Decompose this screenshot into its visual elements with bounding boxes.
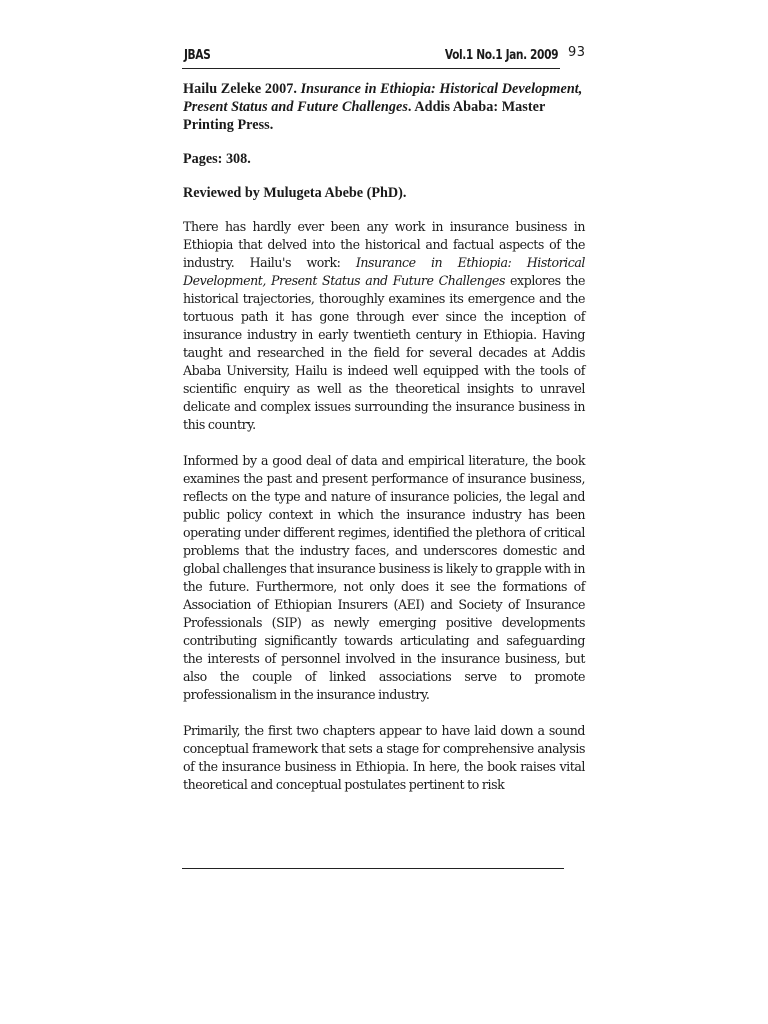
paragraph-2: Informed by a good deal of data and empirical literature, the book examines the past and present performance of insurance business, reflects on the type and nature of insurance policies, the legal and public policy context in which the insurance industry has been operating under different regimes, identified the plethora of critical problems that the industry faces, and underscores domestic and global challenges that insurance business is likely to grapple with in the future. Furthermore, not only does it see the formations of Association of Ethiopian Insurers (AEI) and Society of Insurance Professionals (SIP) as newly emerging positive developments contributing significantly towards articulating and safeguarding the interests of personnel involved in the insurance business, but also the couple of linked associations serve to promote professionalism in the insurance industry.: [183, 453, 585, 702]
page-number: 93: [568, 45, 586, 60]
paragraph-3: Primarily, the first two chapters appear to have laid down a sound conceptual framework that sets a stage for comprehensive analysis of the insurance business in Ethiopia. In here, the book raises vital theoretical and conceptual postulates pertinent to risk: [183, 723, 585, 792]
paragraph-1-book-title: Insurance in Ethiopia: Historical Development, Present Status and Future Challenges: [183, 255, 585, 288]
running-header: [182, 46, 560, 69]
page-count: Pages: 308.: [183, 151, 251, 167]
book-citation: [183, 80, 585, 134]
paragraph-1-rest: explores the historical trajectories, thoroughly examines its emergence and the tortuous path it has gone through ever since the inception of insurance industry in early twentieth century in Ethiopia. Having taught and researched in the field for several decades at Addis Ababa University, Hailu is indeed well equipped with the tools of scientific enquiry as well as the theoretical insights to unravel delicate and complex issues surrounding the insurance business in this country.: [183, 273, 585, 432]
paragraph-1-intro: There has hardly ever been any work in insurance business in Ethiopia that delved into the historical and factual aspects of the industry. Hailu's work:: [183, 219, 585, 270]
issue-info: Vol.1 No.1 Jan. 2009: [444, 48, 558, 63]
citation-book-title: Insurance in Ethiopia: Historical Development, Present Status and Future Challenges: [183, 81, 583, 115]
journal-name: JBAS: [184, 48, 211, 63]
reviewer-line: Reviewed by Mulugeta Abebe (PhD).: [183, 185, 407, 201]
review-body: [183, 80, 585, 812]
footnote-divider: [182, 868, 564, 869]
citation-publisher: . Addis Ababa: Master Printing Press.: [183, 99, 546, 133]
citation-author-year: Hailu Zeleke 2007.: [183, 81, 301, 97]
paragraph-1: [183, 218, 585, 434]
